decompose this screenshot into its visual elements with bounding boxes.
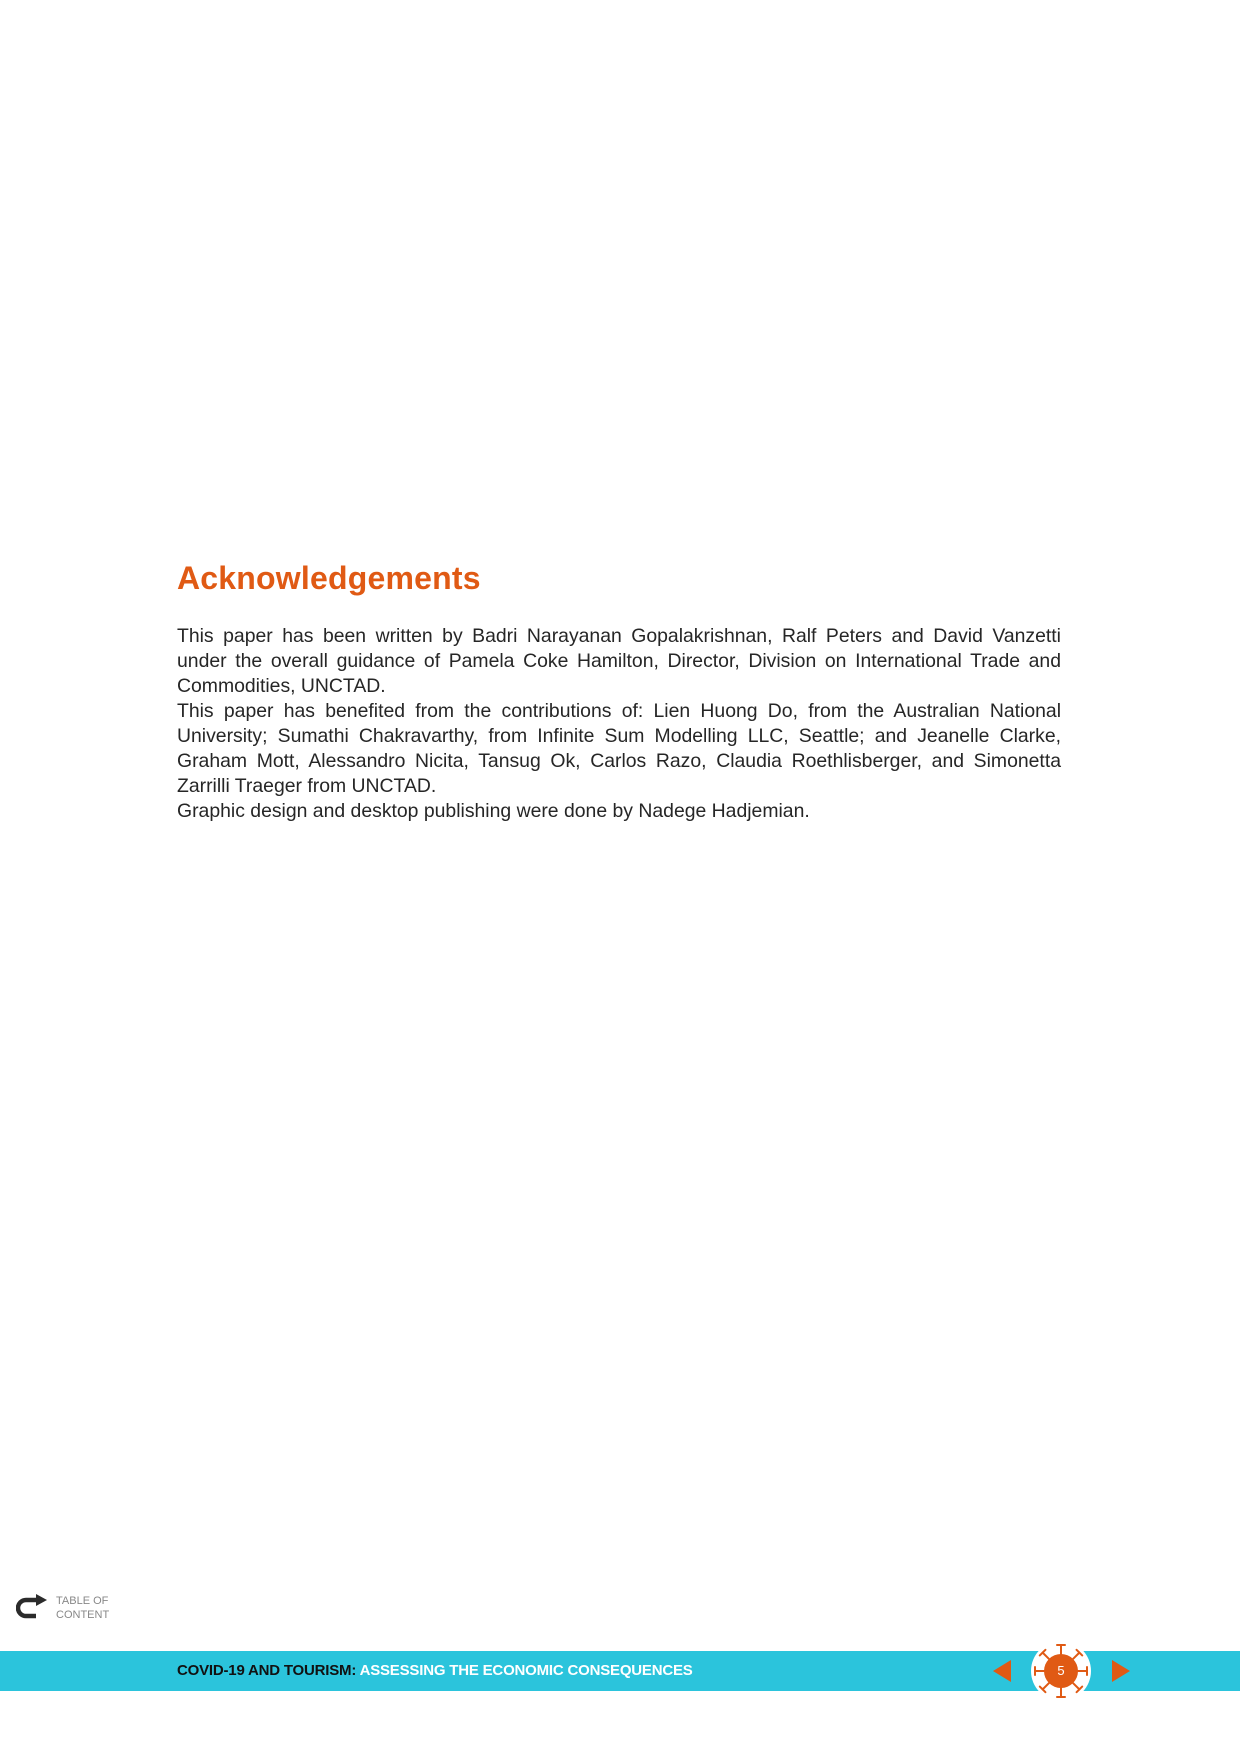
return-arrow-icon <box>16 1594 48 1620</box>
toc-label-line2: CONTENT <box>56 1609 110 1621</box>
footer-title-bold: COVID-19 AND TOURISM: <box>177 1662 357 1679</box>
toc-label-line1: TABLE OF <box>56 1595 109 1607</box>
paragraph-contributors: This paper has benefited from the contributions of: Lien Huong Do, from the Australian National University; Sumathi Chakravarthy, from Infinite Sum Modelling LLC, Seattle; and Jeanelle Clarke, Graham Mott, Alessandro Nicita, Tansug Ok, Carlos Razo, Claudia Roethlisberger, and Simonetta Zarrilli Traeger from UNCTAD. <box>177 700 1061 797</box>
paragraph-design: Graphic design and desktop publishing were done by Nadege Hadjemian. <box>177 800 810 822</box>
table-of-content-label <box>56 1594 116 1622</box>
footer-document-title <box>177 1651 693 1691</box>
paragraph-authors: This paper has been written by Badri Narayanan Gopalakrishnan, Ralf Peters and David Vanzetti under the overall guidance of Pamela Coke Hamilton, Director, Division on International Trade and Commodities, UNCTAD. <box>177 625 1061 697</box>
footer-title-rest: ASSESSING THE ECONOMIC CONSEQUENCES <box>356 1662 693 1679</box>
triangle-left-icon <box>993 1660 1011 1682</box>
table-of-content-link[interactable] <box>16 1594 116 1622</box>
triangle-right-icon <box>1112 1660 1130 1682</box>
page-number: 5 <box>1057 1663 1065 1678</box>
page-title: Acknowledgements <box>177 560 481 596</box>
acknowledgements-body <box>177 624 1061 824</box>
next-page-button[interactable] <box>1112 1660 1130 1682</box>
previous-page-button[interactable] <box>993 1660 1011 1682</box>
